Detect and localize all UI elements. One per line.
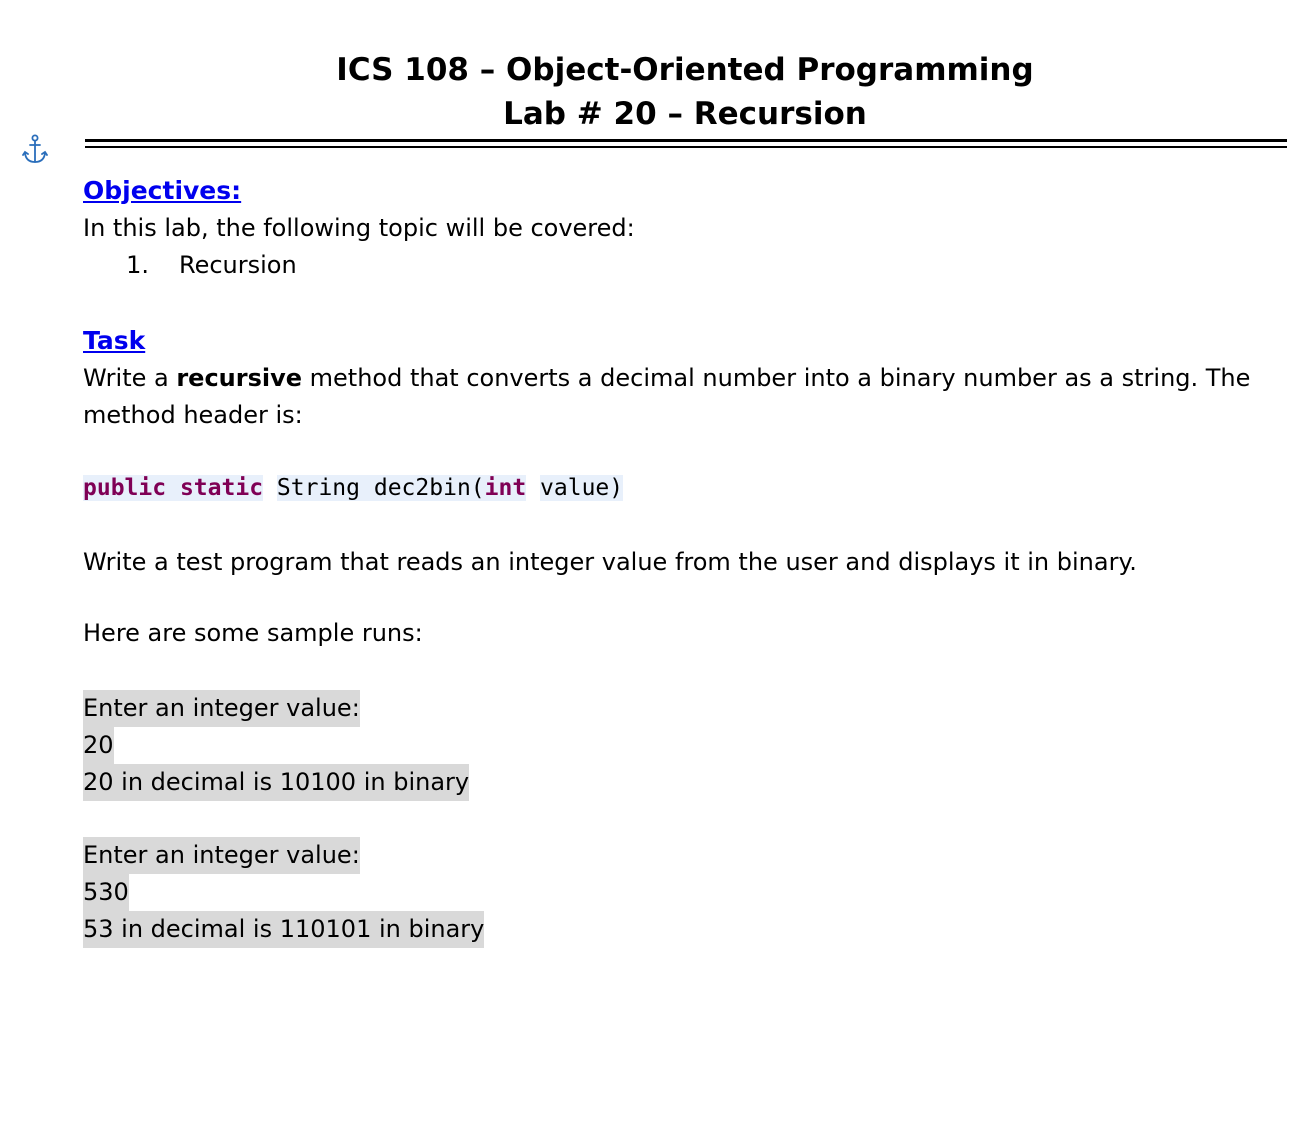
list-item — [83, 247, 1283, 284]
title-rule-bottom — [85, 146, 1287, 148]
task-text-bold: recursive — [176, 364, 303, 392]
method-header-code — [83, 470, 1283, 506]
console-prompt: Enter an integer value: — [83, 837, 360, 874]
code-keyword-static: static — [179, 475, 264, 501]
lab-content — [83, 172, 1283, 948]
list-item-number: 1. — [126, 251, 149, 279]
code-parameter: value) — [540, 475, 624, 501]
code-keyword-public: public — [83, 475, 167, 501]
console-input: 530 — [83, 874, 129, 911]
lab-title: Lab # 20 – Recursion — [503, 96, 867, 132]
objectives-intro: In this lab, the following topic will be covered: — [83, 214, 635, 242]
task-text-after: method that converts a decimal number into a binary number as a string. The — [302, 364, 1251, 392]
title-rule-top — [85, 139, 1287, 142]
task-description — [83, 360, 1283, 397]
code-return-type: String — [276, 475, 360, 501]
task-heading[interactable]: Task — [83, 326, 146, 355]
objectives-list — [83, 247, 1283, 284]
sample-run-2 — [83, 837, 1283, 948]
console-output: 53 in decimal is 110101 in binary — [83, 911, 484, 948]
anchor-icon — [22, 134, 48, 166]
sample-runs-intro: Here are some sample runs: — [83, 619, 423, 647]
document-title — [0, 48, 1309, 136]
task-description-line2: method header is: — [83, 401, 303, 429]
code-keyword-int: int — [484, 475, 527, 501]
objectives-heading[interactable]: Objectives: — [83, 176, 242, 205]
test-program-description: Write a test program that reads an integer value from the user and displays it in binary. — [83, 548, 1137, 576]
sample-run-1 — [83, 690, 1283, 801]
console-prompt: Enter an integer value: — [83, 690, 360, 727]
code-method-name: dec2bin( — [373, 475, 485, 501]
task-text-before: Write a — [83, 364, 177, 392]
course-title: ICS 108 – Object-Oriented Programming — [336, 52, 1034, 88]
list-item-text: Recursion — [179, 251, 297, 279]
console-input: 20 — [83, 727, 114, 764]
console-output: 20 in decimal is 10100 in binary — [83, 764, 469, 801]
